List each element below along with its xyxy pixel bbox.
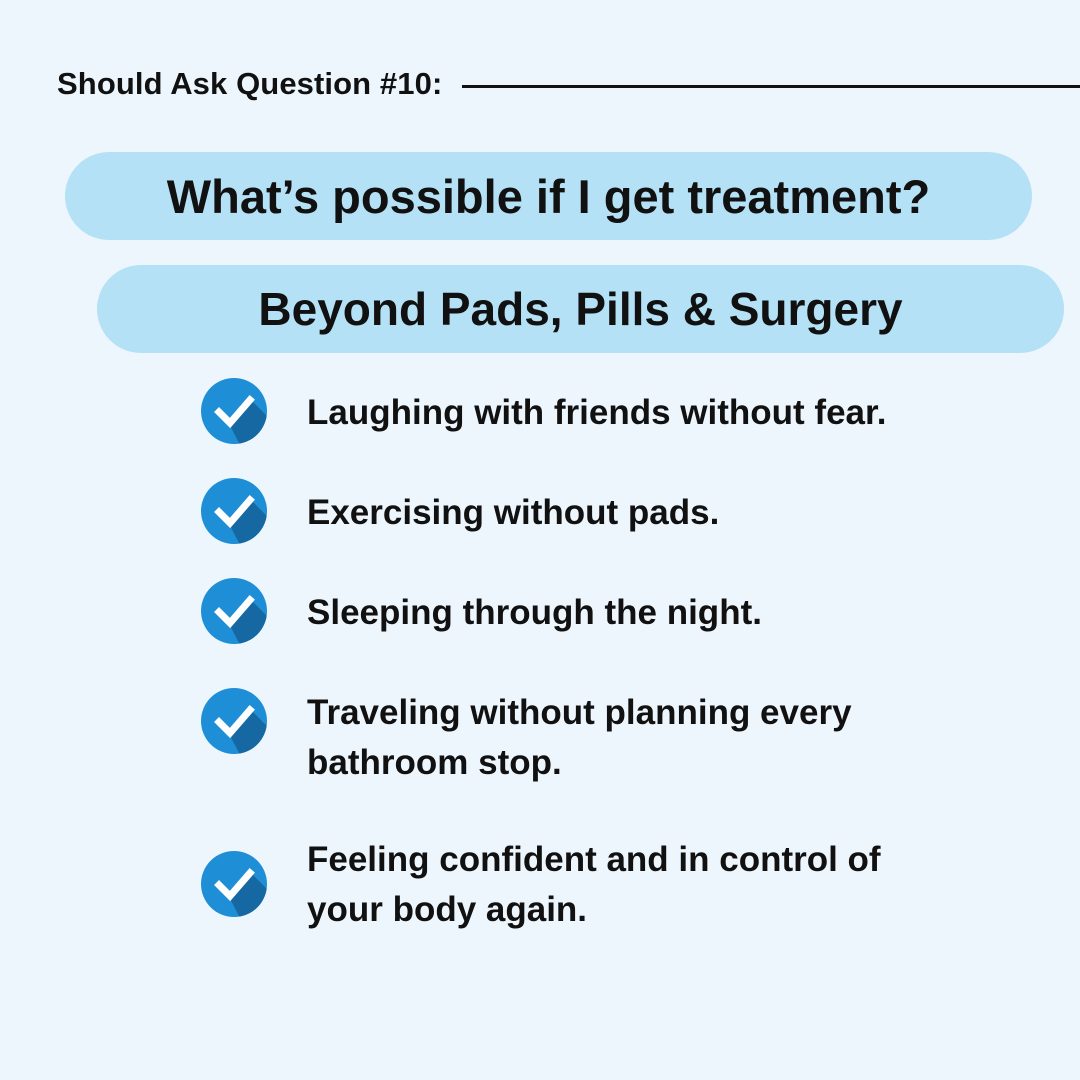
check-circle-icon bbox=[200, 377, 268, 445]
benefit-text: Laughing with friends without fear. bbox=[307, 393, 887, 432]
benefit-text: Sleeping through the night. bbox=[307, 593, 762, 632]
question-text: What’s possible if I get treatment? bbox=[166, 169, 931, 223]
check-circle-icon bbox=[200, 577, 268, 645]
header-label: Should Ask Question #10: bbox=[57, 66, 443, 101]
check-circle-icon bbox=[200, 477, 268, 545]
subtitle-text: Beyond Pads, Pills & Surgery bbox=[258, 283, 903, 335]
benefit-text: Exercising without pads. bbox=[307, 493, 720, 532]
benefit-text: Traveling without planning every bathroom stop. bbox=[307, 693, 852, 782]
check-circle-icon bbox=[200, 687, 268, 755]
benefit-text: Feeling confident and in control of your body again. bbox=[307, 840, 881, 929]
check-circle-icon bbox=[200, 850, 268, 918]
